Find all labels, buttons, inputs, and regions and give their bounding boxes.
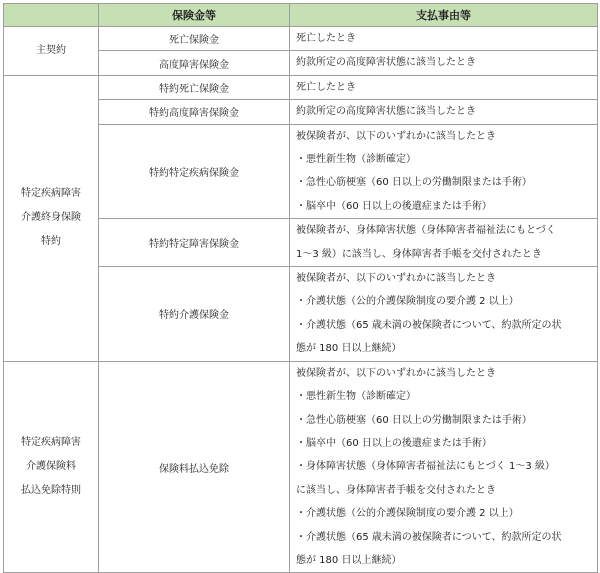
reason-line: に該当し、身体障害者手帳を交付されたとき <box>296 484 496 496</box>
reason-cell <box>290 51 598 75</box>
benefits-table <box>3 3 598 573</box>
category-rider-waiver <box>4 361 99 573</box>
reason-line: ・介護状態（65 歳未満の被保険者について、約款所定の状 <box>296 531 562 543</box>
reason-line: ・脳卒中（60 日以上の後遺症または手術） <box>296 437 492 449</box>
benefit-cell: 特約死亡保険金 <box>99 75 290 99</box>
reason-line: 被保険者が、以下のいずれかに該当したとき <box>296 367 496 379</box>
reason-line: 態が 180 日以上継続） <box>296 343 402 355</box>
reason-line: 態が 180 日以上継続） <box>296 554 402 566</box>
category-rider-specified <box>4 75 99 361</box>
header-benefit: 保険金等 <box>99 4 290 27</box>
reason-line: ・悪性新生物（診断確定） <box>296 391 416 403</box>
benefit-cell: 特約特定疾病保険金 <box>99 124 290 219</box>
benefit-cell: 特約特定障害保険金 <box>99 219 290 267</box>
reason-line: ・悪性新生物（診断確定） <box>296 154 416 166</box>
benefit-cell: 特約高度障害保険金 <box>99 100 290 124</box>
reason-line: ・急性心筋梗塞（60 日以上の労働制限または手術） <box>296 414 532 426</box>
reason-line: 1～3 級）に該当し、身体障害者手帳を交付されたとき <box>296 248 542 260</box>
reason-line: 約款所定の高度障害状態に該当したとき <box>296 57 476 69</box>
reason-line: ・介護状態（公的介護保険制度の要介護 2 以上） <box>296 296 519 308</box>
reason-cell <box>290 27 598 51</box>
reason-cell <box>290 100 598 124</box>
reason-cell <box>290 267 598 362</box>
header-row <box>4 4 598 27</box>
reason-line: 約款所定の高度障害状態に該当したとき <box>296 106 476 118</box>
table-row <box>4 75 598 99</box>
reason-line: ・介護状態（公的介護保険制度の要介護 2 以上） <box>296 508 519 520</box>
category-label-line: 払込免除特則 <box>21 485 81 497</box>
reason-line: 死亡したとき <box>296 33 356 44</box>
reason-cell <box>290 124 598 219</box>
category-label-line: 特定疾病障害 <box>21 437 81 449</box>
reason-line: ・急性心筋梗塞（60 日以上の労働制限または手術） <box>296 177 532 189</box>
header-reason: 支払事由等 <box>290 4 598 27</box>
reason-cell <box>290 361 598 573</box>
benefit-cell: 死亡保険金 <box>99 27 290 51</box>
reason-line: ・介護状態（65 歳未満の被保険者について、約款所定の状 <box>296 319 562 331</box>
reason-cell <box>290 219 598 267</box>
benefit-cell: 特約介護保険金 <box>99 267 290 362</box>
header-category <box>4 4 99 27</box>
reason-line: ・脳卒中（60 日以上の後遺症または手術） <box>296 200 492 212</box>
category-main-contract: 主契約 <box>4 27 99 76</box>
category-label-line: 特約 <box>41 236 61 248</box>
benefit-cell: 保険料払込免除 <box>99 361 290 573</box>
table-row <box>4 27 598 51</box>
table-row <box>4 361 598 573</box>
reason-line: 被保険者が、以下のいずれかに該当したとき <box>296 273 496 285</box>
benefit-cell: 高度障害保険金 <box>99 51 290 75</box>
reason-cell <box>290 75 598 99</box>
reason-line: 被保険者が、身体障害状態（身体障害者福祉法にもとづく <box>296 225 556 237</box>
reason-line: ・身体障害状態（身体障害者福祉法にもとづく 1～3 級） <box>296 461 555 473</box>
category-label-line: 介護保険料 <box>26 461 76 473</box>
reason-line: 被保険者が、以下のいずれかに該当したとき <box>296 130 496 142</box>
category-label-line: 特定疾病障害 <box>21 188 81 200</box>
reason-line: 死亡したとき <box>296 81 356 93</box>
category-label-line: 介護終身保険 <box>21 212 81 224</box>
